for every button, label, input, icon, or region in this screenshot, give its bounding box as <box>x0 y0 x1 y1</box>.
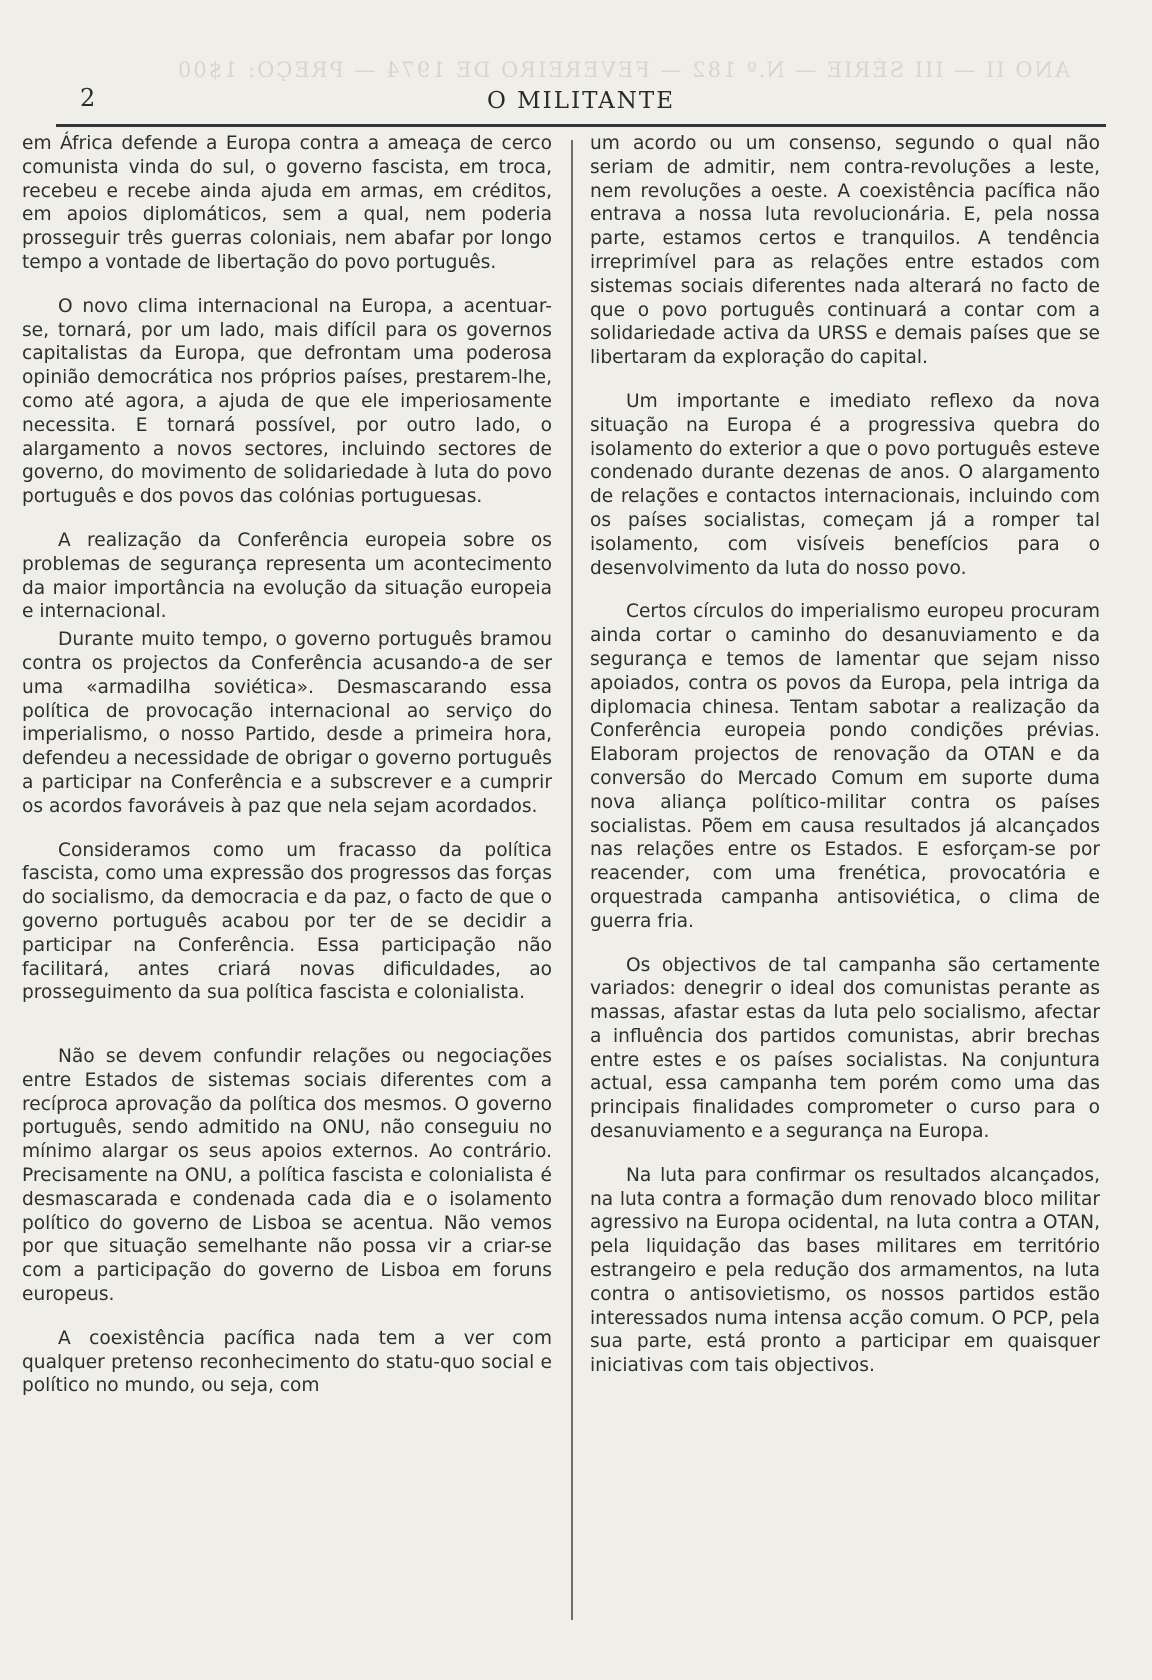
paragraph: Um importante e imediato reflexo da nova situação na Europa é a progressiva quebra do isolamento do exterior a que o povo português esteve condenado durante dezenas de anos. O alargamento de relações e contactos internacionais, incluindo com os países socialistas, começam já a romper tal isolamento, com visíveis benefícios para o desenvolvimento da luta do nosso povo. <box>590 390 1100 579</box>
masthead-title: O MILITANTE <box>486 88 676 114</box>
paragraph: Os objectivos de tal campanha são certamente variados: denegrir o ideal dos comunistas perante as massas, afastar estas da luta pelo socialismo, afectar a influência dos partidos comunistas, abrir brechas entre estes e os países socialistas. Na conjuntura actual, essa campanha tem porém como uma das principais finalidades comprometer o curso para o desanuviamento e a segurança na Europa. <box>590 954 1100 1143</box>
paragraph: em África defende a Europa contra a ameaça de cerco comunista vinda do sul, o governo fascista, em troca, recebeu e recebe ainda ajuda em armas, em créditos, em apoios diplomáticos, sem a qual, nem poderia prosseguir três guerras coloniais, nem abafar por longo tempo a vontade de libertação do povo português. <box>22 133 552 273</box>
page-header <box>56 84 1106 130</box>
left-column <box>22 132 552 1398</box>
paragraph: Não se devem confundir relações ou negociações entre Estados de sistemas sociais diferentes com a recíproca aprovação da política dos mesmos. O governo português, sendo admitido na ONU, não conseguiu no mínimo alargar os seus apoios externos. Ao contrário. Precisamente na ONU, a política fascista e colonialista é desmascarada e condenada cada dia e o isolamento político do governo de Lisboa se acentua. Não vemos por que situação semelhante não possa vir a criar-se com a participação do governo de Lisboa em foruns europeus. <box>22 1046 552 1306</box>
bleed-through-text: ANO II — III SÉRIE — N.º 182 — FEVEREIRO DE 1974 — PREÇO: 1$00 <box>175 58 1070 82</box>
header-rule <box>56 124 1106 127</box>
paragraph: A coexistência pacífica nada tem a ver com qualquer pretenso reconhecimento do statu-quo social e político no mundo, ou seja, com <box>22 1327 552 1397</box>
paragraph: A realização da Conferência europeia sobre os problemas de segurança representa um acontecimento da maior importância na evolução da situação europeia e internacional. <box>22 529 552 623</box>
paragraph: Consideramos como um fracasso da política fascista, como uma expressão dos progressos das forças do socialismo, da democracia e da paz, o facto de que o governo português acabou por ter de se decidir a participar na Conferência. Essa participação não facilitará, antes criará novas dificuldades, ao prosseguimento da sua política fascista e colonialista. <box>22 839 552 1004</box>
paragraph: O novo clima internacional na Europa, a acentuar-se, tornará, por um lado, mais difícil para os governos capitalistas da Europa, que defrontam uma poderosa opinião democrática nos próprios países, prestarem-lhe, como até agora, a ajuda de que ele imperiosamente necessita. E tornará possível, por outro lado, o alargamento a novos sectores, incluindo sectores de governo, do movimento de solidariedade à luta do povo português e dos povos das colónias portuguesas. <box>22 295 552 508</box>
paragraph: Certos círculos do imperialismo europeu procuram ainda cortar o caminho do desanuviamento e da segurança e temos de lamentar que sejam nisso apoiados, contra os povos da Europa, pela intriga da diplomacia chinesa. Tentam sabotar a realização da Conferência europeia pondo condições prévias. Elaboram projectos de renovação da OTAN e da conversão do Mercado Comum em suporte duma nova aliança político-militar contra os países socialistas. Põem em causa resultados já alcançados nas relações entre os Estados. E esforçam-se por reacender, com uma frenética, provocatória e orquestrada campanha antisoviética, o clima de guerra fria. <box>590 601 1100 932</box>
paragraph: um acordo ou um consenso, segundo o qual não seriam de admitir, nem contra-revoluções a leste, nem revoluções a oeste. A coexistência pacífica não entrava a nossa luta revolucionária. E, pela nossa parte, estamos certos e tranquilos. A tendência irreprimível para as relações entre estados com sistemas sociais diferentes nada alterará no facto de que o povo português continuará a contar com a solidariedade activa da URSS e demais países que se libertaram da exploração do capital. <box>590 133 1100 369</box>
paragraph: Durante muito tempo, o governo português bramou contra os projectos da Conferência acusando-a de ser uma «armadilha soviética». Desmascarando essa política de provocação internacional ao serviço do imperialismo, o nosso Partido, desde a primeira hora, defendeu a necessidade de obrigar o governo português a participar na Conferência e a subscrever e a cumprir os acordos favoráveis à paz que nela sejam acordados. <box>22 629 552 817</box>
right-column <box>590 132 1100 1378</box>
paragraph: Na luta para confirmar os resultados alcançados, na luta contra a formação dum renovado bloco militar agressivo na Europa ocidental, na luta contra a OTAN, pela liquidação das bases militares em território estrangeiro e pela redução dos armamentos, na luta contra o antisovietismo, os nossos partidos estão interessados numa intensa acção comum. O PCP, pela sua parte, está pronto a participar em quaisquer iniciativas com tais objectivos. <box>590 1164 1100 1377</box>
column-divider <box>571 140 573 1620</box>
page-number: 2 <box>80 84 96 112</box>
